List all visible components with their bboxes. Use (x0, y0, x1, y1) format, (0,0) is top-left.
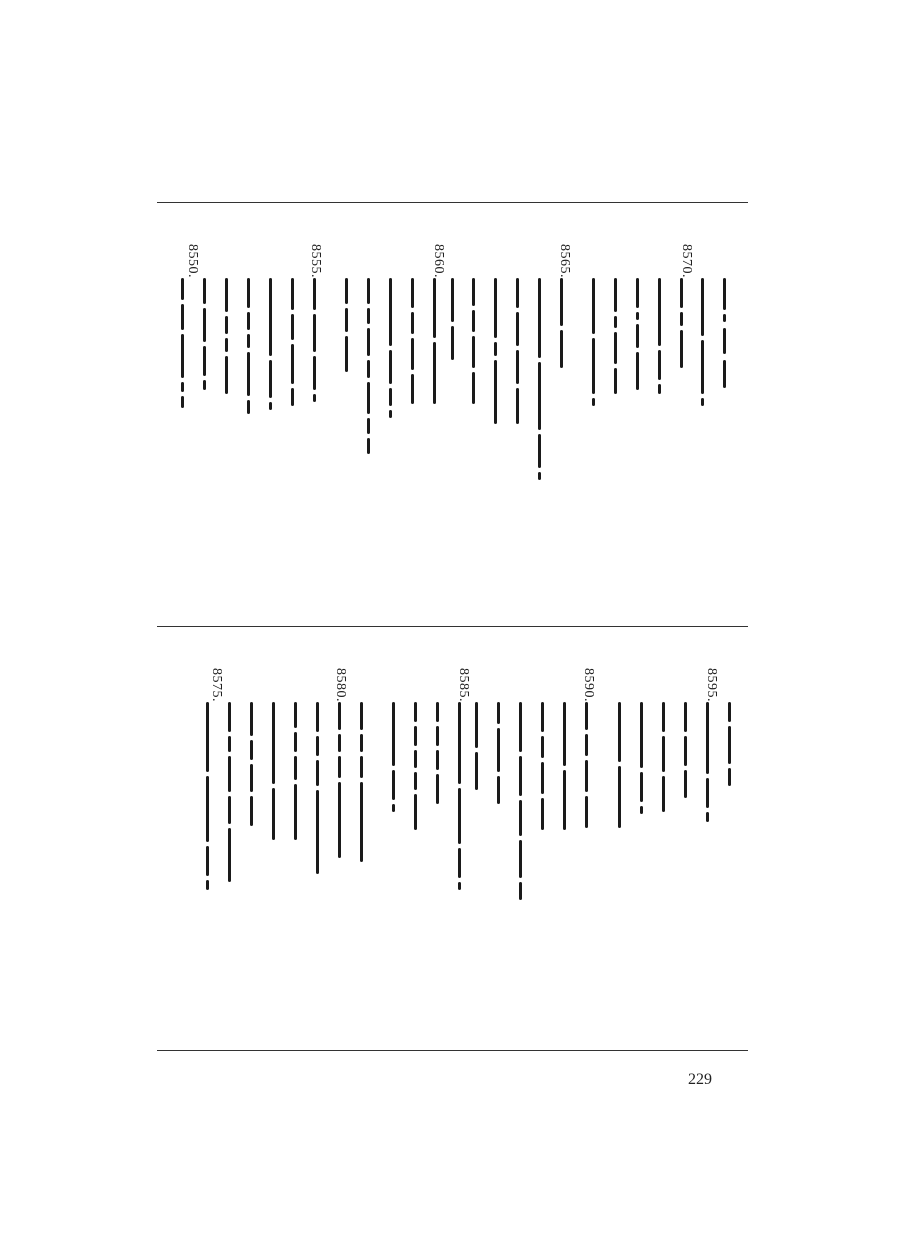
middle-rule (157, 626, 748, 627)
verse-number-8595: 8595. (704, 668, 719, 702)
page-number: 229 (688, 1071, 712, 1088)
verse-number-8585: 8585. (456, 668, 471, 702)
bottom-rule (157, 1050, 748, 1051)
verse-number-8575: 8575. (209, 668, 224, 702)
verse-number-8565: 8565. (557, 244, 572, 278)
verse-number-8580: 8580. (333, 668, 348, 702)
top-rule (157, 202, 748, 203)
verse-number-8550: 8550. (185, 244, 200, 278)
verse-number-8570: 8570. (679, 244, 694, 278)
verse-number-8560: 8560. (431, 244, 446, 278)
verse-number-8590: 8590. (581, 668, 596, 702)
verse-number-8555: 8555. (308, 244, 323, 278)
